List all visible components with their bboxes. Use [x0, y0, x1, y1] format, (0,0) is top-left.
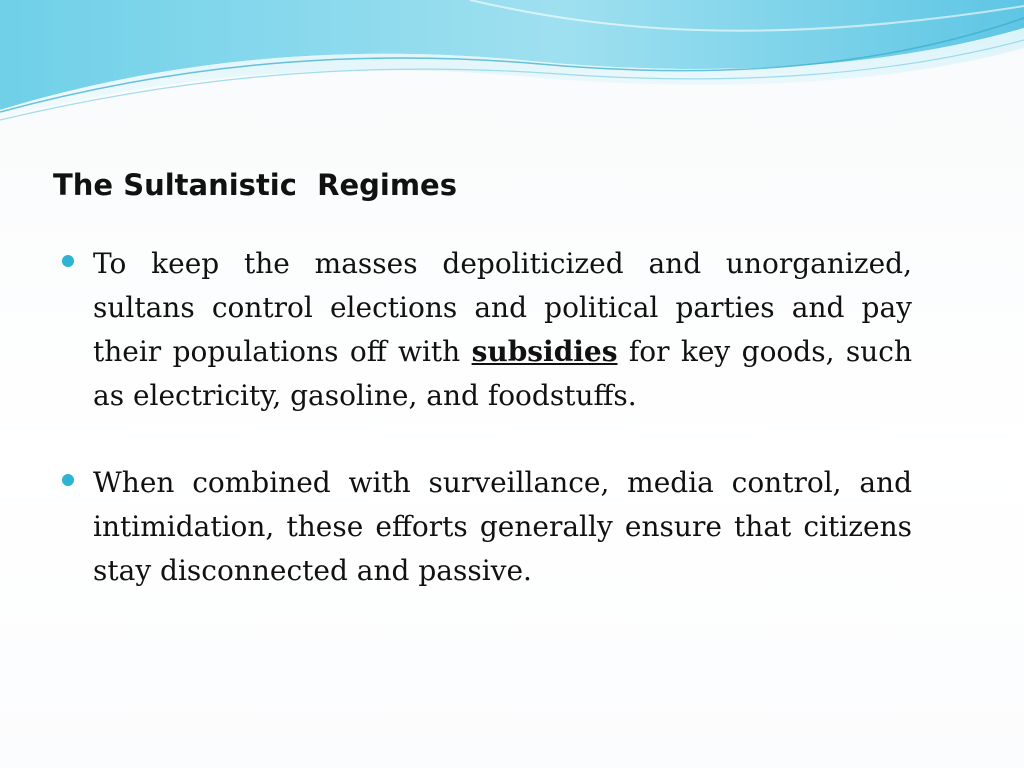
- bullet-item-surveillance: [62, 461, 912, 593]
- bullet-dot-icon: [62, 474, 74, 486]
- slide-title: The Sultanistic Regimes: [53, 168, 457, 202]
- bullet-dot-icon: [62, 255, 74, 267]
- bullet-item-subsidies: [62, 242, 912, 418]
- bullet-list: [62, 242, 912, 593]
- wave-band-top: [0, 0, 1024, 110]
- bullet-emphasis-subsidies: subsidies: [471, 335, 618, 368]
- bullet-text-after: for key goods, such as electricity, gasoline, and foodstuffs.: [93, 335, 912, 412]
- decorative-wave-banner: [0, 0, 1024, 130]
- bullet-text-before: To keep the masses depoliticized and unorganized, sultans control elections and political parties and pay their populations off with: [93, 247, 912, 368]
- bullet-text: When combined with surveillance, media control, and intimidation, these efforts generally ensure that citizens stay disconnected and passive.: [93, 466, 912, 587]
